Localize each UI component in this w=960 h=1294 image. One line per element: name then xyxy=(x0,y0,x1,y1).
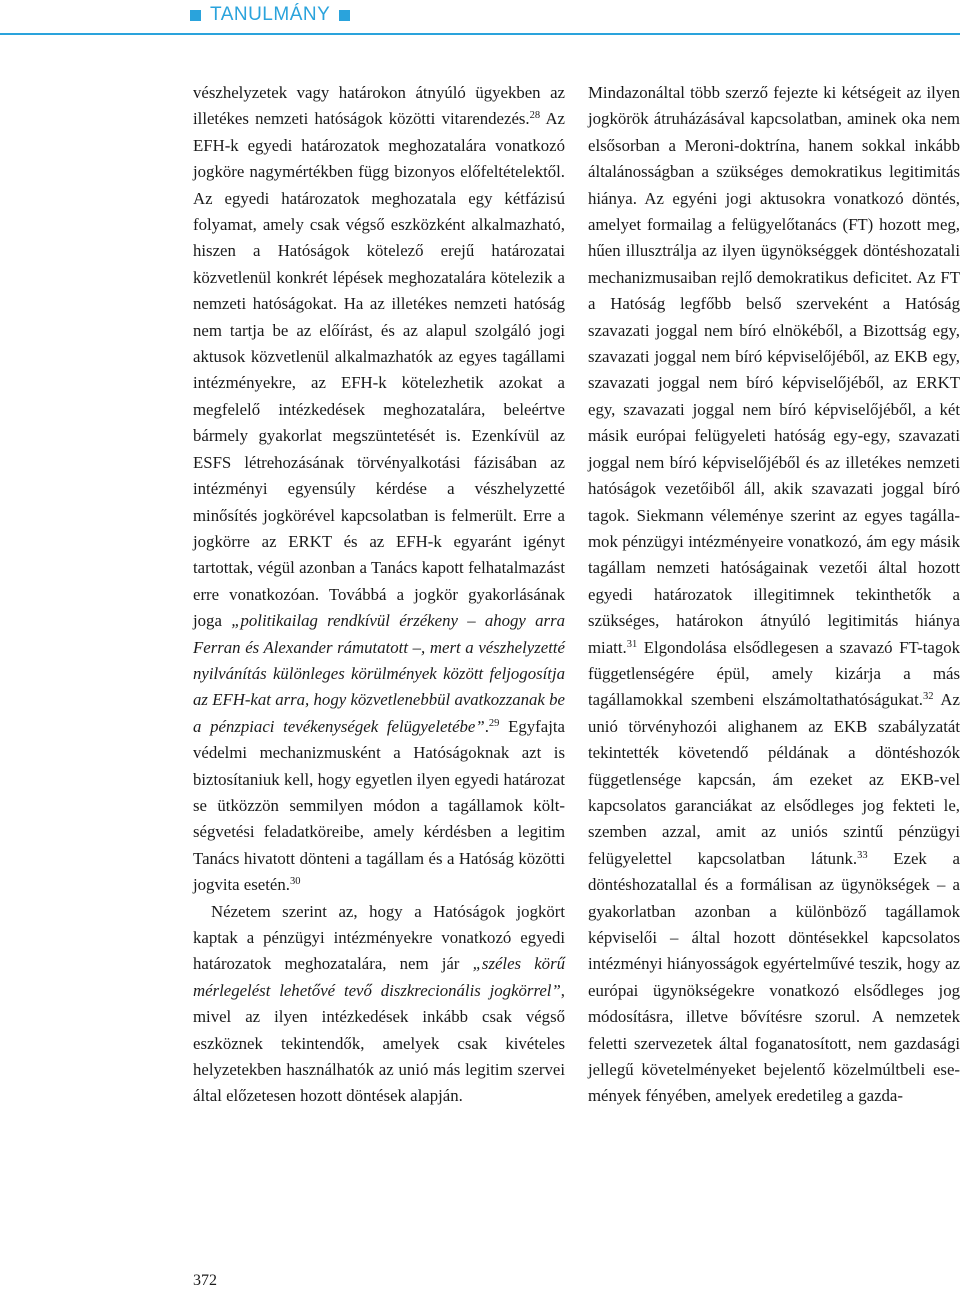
footnote-ref: 33 xyxy=(857,849,868,861)
footnote-ref: 32 xyxy=(922,691,934,703)
text-run: Mindazonáltal több szerző fejezte ki kétségeit az ilyen jogkörök átruházásával kapcsolatban, aminek oka nem elsősorban a Meroni-doktrína, hanem sokkal inkább általánosságban a szükséges demokratikus legitimitás hiánya. Az egyéni jogi aktusokra vonatkozó döntés, amelyet formailag a felügyelőtanács (FT) hozott meg, hűen illusztrálja az ilyen ügynökséggek döntéshozatali mechanizmusaiban rejlő demokratikus deficitet. Az FT a Hatóság legfőbb belső szerveként a Hatóság szavazati joggal nem bíró elnökéből, a Bizottság egy, szavazati joggal nem bíró képviselőjéből, az EKB egy, szavazati joggal nem bíró képviselőjéből, az ERKT egy, szavazati joggal nem bíró képviselőjéből, a két másik európai felügyeleti hatóság egy-egy, szavazati joggal nem bíró képviselőjéből és az illetékes nemzeti hatóságok vezetőiből áll, akik szavazati joggal bíró tagok. Siekmann véleménye szerint az egyes tagállamok pénzügyi intézményeire vonatkozó, ám egy másik tagállam nemzeti hatóságainak vezetői által hozott egyedi határozatok illegitimnek tekinthetők a szükséges, határokon átnyúló legitimitás hiánya miatt. xyxy=(588,83,960,657)
quotation: „politikailag rendkívül érzékeny – ahogy arra Ferran és Alexander rámutatott –, mert a vészhelyzetté nyilvánítás különleges körülmények között feljogosítja az EFH-kat arra, hogy közvetlenebbül avatkozzanak be a pénzpiaci tevékenységek felügyeletébe” xyxy=(193,611,566,736)
footnote-ref: 30 xyxy=(289,876,301,888)
section-label xyxy=(190,4,350,26)
text-run: Ezek a döntéshozatallal és a formálisan az ügynökségek – a gyakorlatban azonban a különböző tagállamok képviselői – által hozott döntésekkel kapcsolatos intézményi hiányosságok egyértelművé teszik, hogy az európai ügynökségekre vonatkozó elsődleges jog módosításra, illetve bővítésre szorul. A nemzetek feletti szervezetek által foganatosított, nem gazdasági jellegű követelményeket bejelentő közelmúltbeli események fényében, amelyek eredetileg a gazda- xyxy=(588,848,960,1106)
running-header xyxy=(0,0,960,34)
quotation: „széles körű mérlegelést lehetővé tevő diszkrecionális jogkörrel” xyxy=(193,954,565,1000)
footnote-ref: 31 xyxy=(626,638,638,650)
text-run: , mivel az ilyen intézkedések inkább csak végső eszköznek tekintendők, amelyek csak kivételes helyzetekben használhatók az unió más legitim szervei által előzetesen hozott döntések alapján. xyxy=(193,980,565,1106)
footnote-ref: 29 xyxy=(488,717,500,729)
section-label-text: TANULMÁNY xyxy=(210,4,331,25)
text-run: Az unió törvényhozói alighanem az EKB szabályzatát tekintették követendő példának a döntéshozók függetlensége kapcsán, ám ezeket az EKB-vel kapcsolatos garanciákat az elsődleges jog fekteti le, szemben azzal, amit az uniós szintű pénzügyi felügyelettel kapcsolatban látunk. xyxy=(588,690,960,868)
square-bullet-icon xyxy=(339,10,350,21)
header-rule xyxy=(0,33,960,35)
paragraph xyxy=(588,80,960,1110)
paragraph xyxy=(193,80,565,899)
left-column xyxy=(193,80,565,1110)
paragraph xyxy=(193,899,565,1110)
text-run: vészhelyzetek vagy határokon átnyúló ügyekben az illetékes nemzeti hatóságok közötti vitarendezés. xyxy=(193,83,565,129)
page-number: 372 xyxy=(193,1272,217,1289)
square-bullet-icon xyxy=(190,10,201,21)
text-run: Elgondolása elsődlegesen a szavazó FT-tagok függetlenségére épül, amely kizárja a más tagállamokkal szembeni elszámoltathatóságukat. xyxy=(588,637,960,710)
text-run: Nézetem szerint az, hogy a Hatóságok jogkört kaptak a pénzügyi intézményekre vonatkozó egyedi határozatok meghozatalára, nem jár xyxy=(193,901,565,974)
text-run: Az EFH-k egyedi határozatok meghozatalára vonatkozó jogköre nagymértékben függ bizonyos előfeltételektől. Az egyedi határozatok meghozatala egy kétfázisú folyamat, amely csak végső eszközként alkalmazható, hiszen a Hatóságok kötelező erejű határozatai közvetlenül konkrét lépések meghozatalára kötelezik a nemzeti hatóságokat. Ha az illetékes nemzeti hatóság nem tartja be az előírást, és az alapul szolgáló jogi aktusok közvetlenül alkalmazhatók az egyes tagállami intézményekre, az EFH-k kötelezhetik azokat a megfelelő intézkedések meghozatalára, beleértve bármely gyakorlat megszüntetését is. Ezenkívül az ESFS létrehozásának törvényalkotási fázisában az intézményi egyensúly kérdése a vészhelyzetté minősítés jogkörével kapcsolatban is felmerült. Erre a jogkörre az ERKT és az EFH-k egyaránt igényt tartottak, végül azonban a Tanács kapott felhatalmazást erre vonatkozóan. Továbbá a jogkör gyakorlásának joga xyxy=(193,109,566,631)
text-run: Egyfajta védelmi mechanizmusként a Hatóságoknak azt is biztosítaniuk kell, hogy egyetlen ilyen egyedi határozat se ütközzön semmilyen módon a tagállamok költségvetési feladatköreibe, amely kérdésben a legitim Tanács hivatott dönteni a tagállam és a Hatóság közötti jogvita esetén. xyxy=(193,716,565,895)
right-column xyxy=(588,80,960,1110)
text-run: . xyxy=(484,716,489,736)
footnote-ref: 28 xyxy=(529,110,541,122)
